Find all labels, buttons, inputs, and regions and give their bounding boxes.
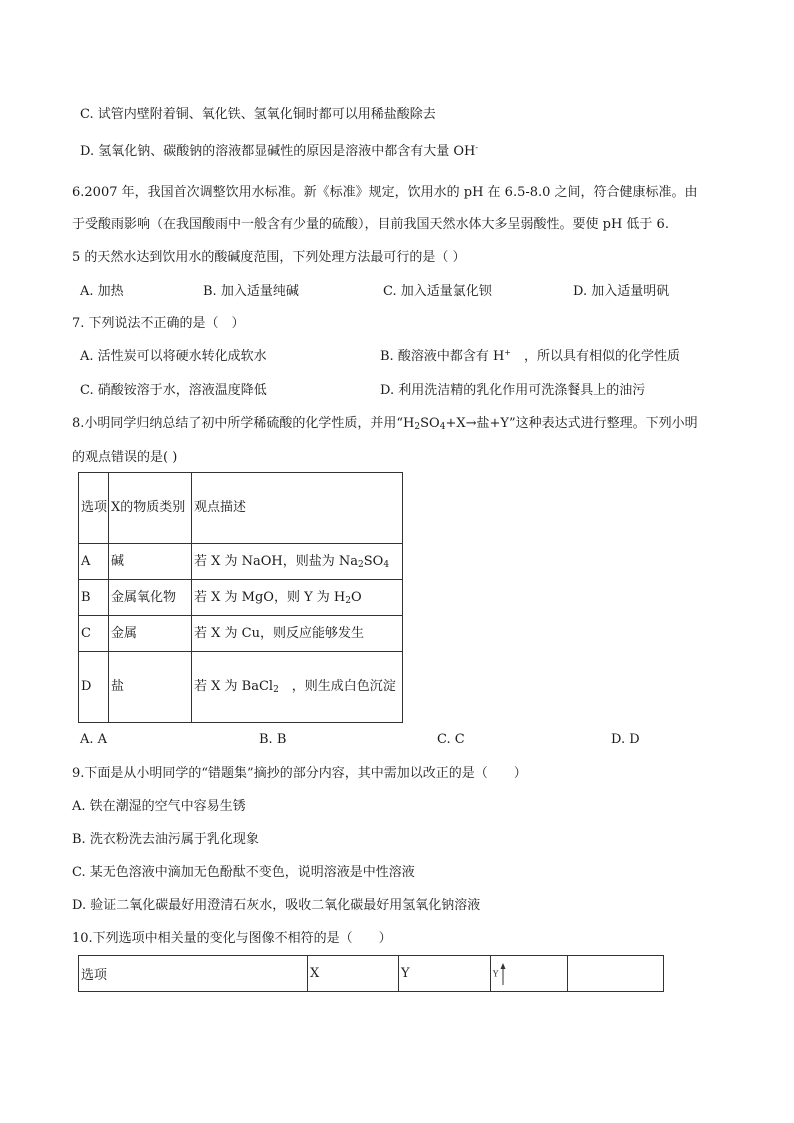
q6-option-d: D. 加入适量明矾 [573, 284, 670, 299]
q9-stem: 9.下面是从小明同学的“错题集”摘抄的部分内容，其中需加以改正的是（ ） [72, 766, 527, 781]
q6-option-c: C. 加入适量氯化钡 [383, 284, 492, 299]
q8-header-category: X的物质类别 [109, 473, 192, 544]
q8-stem-sub-1: 2 [414, 422, 421, 432]
q8-row-a-desc-mid: SO [363, 553, 384, 569]
graph-axis-icon [498, 962, 508, 986]
q7-option-d: D. 利用洗洁精的乳化作用可洗涤餐具上的油污 [380, 383, 646, 398]
q8-row-b-desc-pre: 若 X 为 MgO，则 Y 为 H [194, 589, 346, 605]
q8-option-a: A. A [80, 732, 108, 747]
q8-stem-sub-2: 4 [439, 422, 446, 432]
q8-stem-line-1 [72, 415, 698, 433]
q8-row-a-description [192, 544, 403, 580]
q10-table [78, 955, 664, 992]
q10-header-empty [568, 956, 664, 992]
q8-stem-line-2: 的观点错误的是( ) [72, 450, 178, 465]
q9-option-c: C. 某无色溶液中滴加无色酚酞不变色，说明溶液是中性溶液 [72, 865, 415, 880]
q10-table-header-row [79, 956, 664, 992]
q8-row-a-desc-sub-2: 4 [383, 559, 390, 570]
q8-table-row [79, 616, 403, 652]
q7-option-b [380, 348, 680, 366]
q7-stem: 7. 下列说法不正确的是（ ） [72, 316, 245, 331]
q10-header-graph [491, 956, 568, 992]
q6-option-b: B. 加入适量纯碱 [203, 284, 299, 299]
q10-header-y: Y [399, 956, 491, 992]
q5-option-d-sup: - [475, 143, 479, 152]
q8-row-a-desc-sub-1: 2 [358, 559, 364, 570]
q10-stem: 10.下列选项中相关量的变化与图像不相符的是（ ） [72, 931, 392, 946]
q8-row-d-description [192, 652, 403, 723]
q8-row-c-option: C [79, 616, 109, 652]
q8-row-d-category: 盐 [109, 652, 192, 723]
q5-option-d [80, 143, 478, 161]
q8-row-a-option: A [79, 544, 109, 580]
q8-row-d-desc-post: ，则生成白色沉淀 [278, 679, 396, 694]
q8-row-d-option: D [79, 652, 109, 723]
q8-stem-post: +X→盐+Y”这种表达式进行整理。下列小明 [445, 416, 698, 431]
q8-row-b-option: B [79, 580, 109, 616]
q8-row-b-desc-sub: 2 [345, 595, 351, 606]
q6-stem-line-2: 于受酸雨影响（在我国酸雨中一般含有少量的硫酸），目前我国天然水体大多呈弱酸性。要使 pH 低于 6. [72, 217, 669, 232]
q8-row-a-category: 碱 [109, 544, 192, 580]
q8-table-row [79, 580, 403, 616]
q8-table-row [79, 544, 403, 580]
q7-option-b-post: ，所以具有相似的化学性质 [511, 349, 681, 364]
q8-row-b-category: 金属氧化物 [109, 580, 192, 616]
q7-option-a: A. 活性炭可以将硬水转化成软水 [80, 349, 267, 364]
q8-table [78, 472, 403, 723]
q8-row-c-category: 金属 [109, 616, 192, 652]
q7-option-b-pre: B. 酸溶液中都含有 H [380, 349, 505, 364]
q8-row-d-desc-pre: 若 X 为 BaCl [194, 679, 274, 694]
q6-stem-line-1: 6.2007 年，我国首次调整饮用水标准。新《标准》规定，饮用水的 pH 在 6.5-8.0 之间，符合健康标准。由 [72, 185, 698, 200]
q9-option-a: A. 铁在潮湿的空气中容易生锈 [72, 799, 246, 814]
q8-table-row [79, 652, 403, 723]
q9-option-d: D. 验证二氧化碳最好用澄清石灰水，吸收二氧化碳最好用氢氧化钠溶液 [72, 898, 481, 913]
q7-option-b-sup: + [504, 348, 511, 357]
q8-row-b-desc-mid: O [351, 589, 362, 605]
q8-header-description: 观点描述 [192, 473, 403, 544]
q6-stem-line-3: 5 的天然水达到饮用水的酸碱度范围，下列处理方法最可行的是（ ） [72, 250, 466, 265]
q8-option-d: D. D [611, 732, 640, 747]
q8-row-d-desc-sub: 2 [273, 685, 279, 695]
q8-option-c: C. C [437, 732, 465, 747]
q8-row-c-description: 若 X 为 Cu，则反应能够发生 [192, 616, 403, 652]
q8-stem-mid: SO [420, 416, 440, 431]
q8-stem-pre: 8.小明同学归纳总结了初中所学稀硫酸的化学性质，并用“H [72, 416, 415, 431]
q7-option-c: C. 硝酸铵溶于水，溶液温度降低 [80, 383, 267, 398]
q8-header-option: 选项 [79, 473, 109, 544]
q8-table-header-row [79, 473, 403, 544]
q9-option-b: B. 洗衣粉洗去油污属于乳化现象 [72, 832, 259, 847]
q10-graph-axis-label: Y [493, 969, 499, 978]
q8-option-b: B. B [259, 732, 287, 747]
q10-header-x: X [308, 956, 399, 992]
q5-option-c: C. 试管内壁附着铜、氧化铁、氢氧化铜时都可以用稀盐酸除去 [80, 107, 436, 122]
q10-header-option: 选项 [79, 956, 308, 992]
q8-row-a-desc-pre: 若 X 为 NaOH，则盐为 Na [194, 553, 359, 569]
q6-option-a: A. 加热 [80, 284, 124, 299]
q8-row-b-description [192, 580, 403, 616]
q5-option-d-text: D. 氢氧化钠、碳酸钠的溶液都显碱性的原因是溶液中都含有大量 OH [80, 144, 476, 159]
